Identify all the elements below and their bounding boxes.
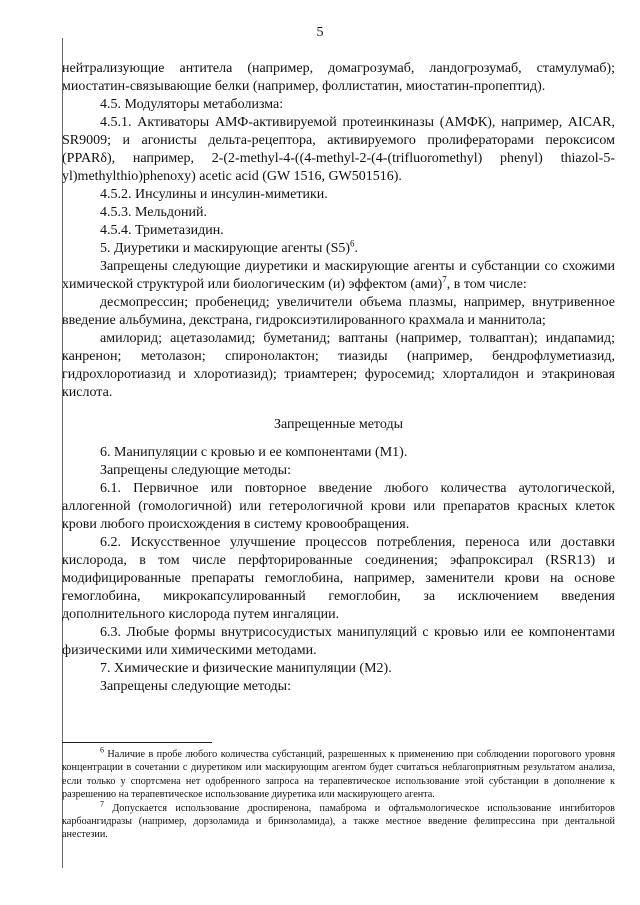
footnote-separator bbox=[62, 742, 212, 743]
footnote-7-mark: 7 bbox=[100, 799, 104, 809]
paragraph-prohibited-diuretics bbox=[62, 258, 615, 294]
paragraph-metabolism-modulators: 4.5. Модуляторы метаболизма: bbox=[100, 97, 284, 112]
paragraph-chemical-manipulation: 7. Химические и физические манипуляции (М2). bbox=[100, 661, 392, 676]
footnote-7 bbox=[62, 799, 615, 842]
footnote-7-text: Допускается использование дроспиренона, памаброма и офтальмологическое использование ингибиторов карбоангидразы (например, дорзоламида и бринзоламида), а также местное введение фелипрессина при дентальной анестезии. bbox=[62, 802, 615, 841]
paragraph-prohibited-methods-2: Запрещены следующие методы: bbox=[100, 679, 291, 694]
paragraph-diuretics-heading: 5. Диуретики и маскирующие агенты $(S5)^6$. bbox=[100, 238, 359, 256]
page-number: 5 bbox=[316, 25, 324, 40]
paragraph-desmopressin: десмопрессин; пробенецид; увеличители объема плазмы, например, внутривенное введение альбумина, декстрана, гидроксиэтилированного крахмала и маннитола; bbox=[62, 295, 615, 328]
paragraph-6-2: 6.2. Искусственное улучшение процессов потребления, переноса или доставки кислорода, в том числе перфторированные соединения; эфапроксирал (RSR13) и модифицированные препараты гемоглобина, например, заменители крови на основе гемоглобина, микрокапсулированный гемоглобин, за исключением введения дополнительного кислорода путем ингаляции. bbox=[62, 535, 615, 622]
paragraph-prohibited-methods-1: Запрещены следующие методы: bbox=[100, 463, 291, 478]
footnotes bbox=[62, 745, 616, 842]
footnote-mark-7: 7 bbox=[442, 274, 447, 285]
section-heading-prohibited-methods: Запрещенные методы bbox=[274, 417, 403, 432]
footnote-mark-6: 6 bbox=[350, 238, 355, 249]
footnote-6-text: Наличие в пробе любого количества субстанций, разрешенных к применению при соблюдении порогового уровня концентрации в сочетании с диуретиком или маскирующим агентом будет считаться неблагоприятным результатом анализа, если только у спортсмена нет одобренного запроса на терапевтическое использование этой субстанции в дополнение к разрешению на терапевтическое использование диуретика или маскирующего агента. bbox=[62, 749, 616, 801]
footnote-6-mark: 6 bbox=[100, 745, 104, 755]
prohibited-diuretics-tail: , в том числе: bbox=[446, 277, 527, 292]
paragraph-ampk-activators: 4.5.1. Активаторы АМФ-активируемой протеинкиназы (АМФК), например, AICAR, SR9009; и агонисты дельта-рецептора, активируемого пролифераторами пероксисом (PPARδ), например, 2-(2-methyl-4-((4-methyl-2-(4-(trifluoromethyl) phenyl) thiazol-5-yl)methylthio)phenoxy) acetic acid (GW 1516, GW501516). bbox=[62, 115, 615, 184]
paragraph-6-1: 6.1. Первичное или повторное введение любого количества аутологической, аллогенной (гомологичной) или гетерологичной крови или препаратов красных клеток крови любого происхождения в систему кровообращения. bbox=[62, 481, 615, 532]
prohibited-diuretics-text: Запрещены следующие диуретики и маскирующие агенты и субстанции со схожими химической структурой или биологическим (и) эффектом (ами) bbox=[62, 259, 615, 292]
paragraph-antibodies: нейтрализующие антитела (например, домагрозумаб, ландогрозумаб, стамулумаб); миостатин-связывающие белки (например, фоллистатин, миостатин-пропептид). bbox=[62, 61, 615, 94]
paragraph-insulins: 4.5.2. Инсулины и инсулин-миметики. bbox=[100, 187, 328, 202]
paragraph-meldonium: 4.5.3. Мельдоний. bbox=[100, 205, 207, 220]
paragraph-blood-manipulation: 6. Манипуляции с кровью и ее компонентами (М1). bbox=[100, 445, 408, 460]
paragraph-trimetazidine: 4.5.4. Триметазидин. bbox=[100, 223, 224, 238]
body-text bbox=[62, 60, 615, 696]
paragraph-amiloride: амилорид; ацетазоламид; буметанид; ваптаны (например, толваптан); индапамид; канренон; метолазон; спиронолактон; тиазиды (например, бендрофлуметиазид, гидрохлоротиазид и хлоротиазид); триамтерен; фуросемид; хлорталидон и этакриновая кислота. bbox=[62, 331, 615, 400]
diuretics-heading-text: 5. Диуретики и маскирующие агенты (S5) bbox=[100, 241, 351, 256]
footnote-6 bbox=[62, 745, 616, 802]
paragraph-6-3: 6.3. Любые формы внутрисосудистых манипуляций с кровью или ее компонентами физическими или химическими методами. bbox=[62, 625, 615, 658]
